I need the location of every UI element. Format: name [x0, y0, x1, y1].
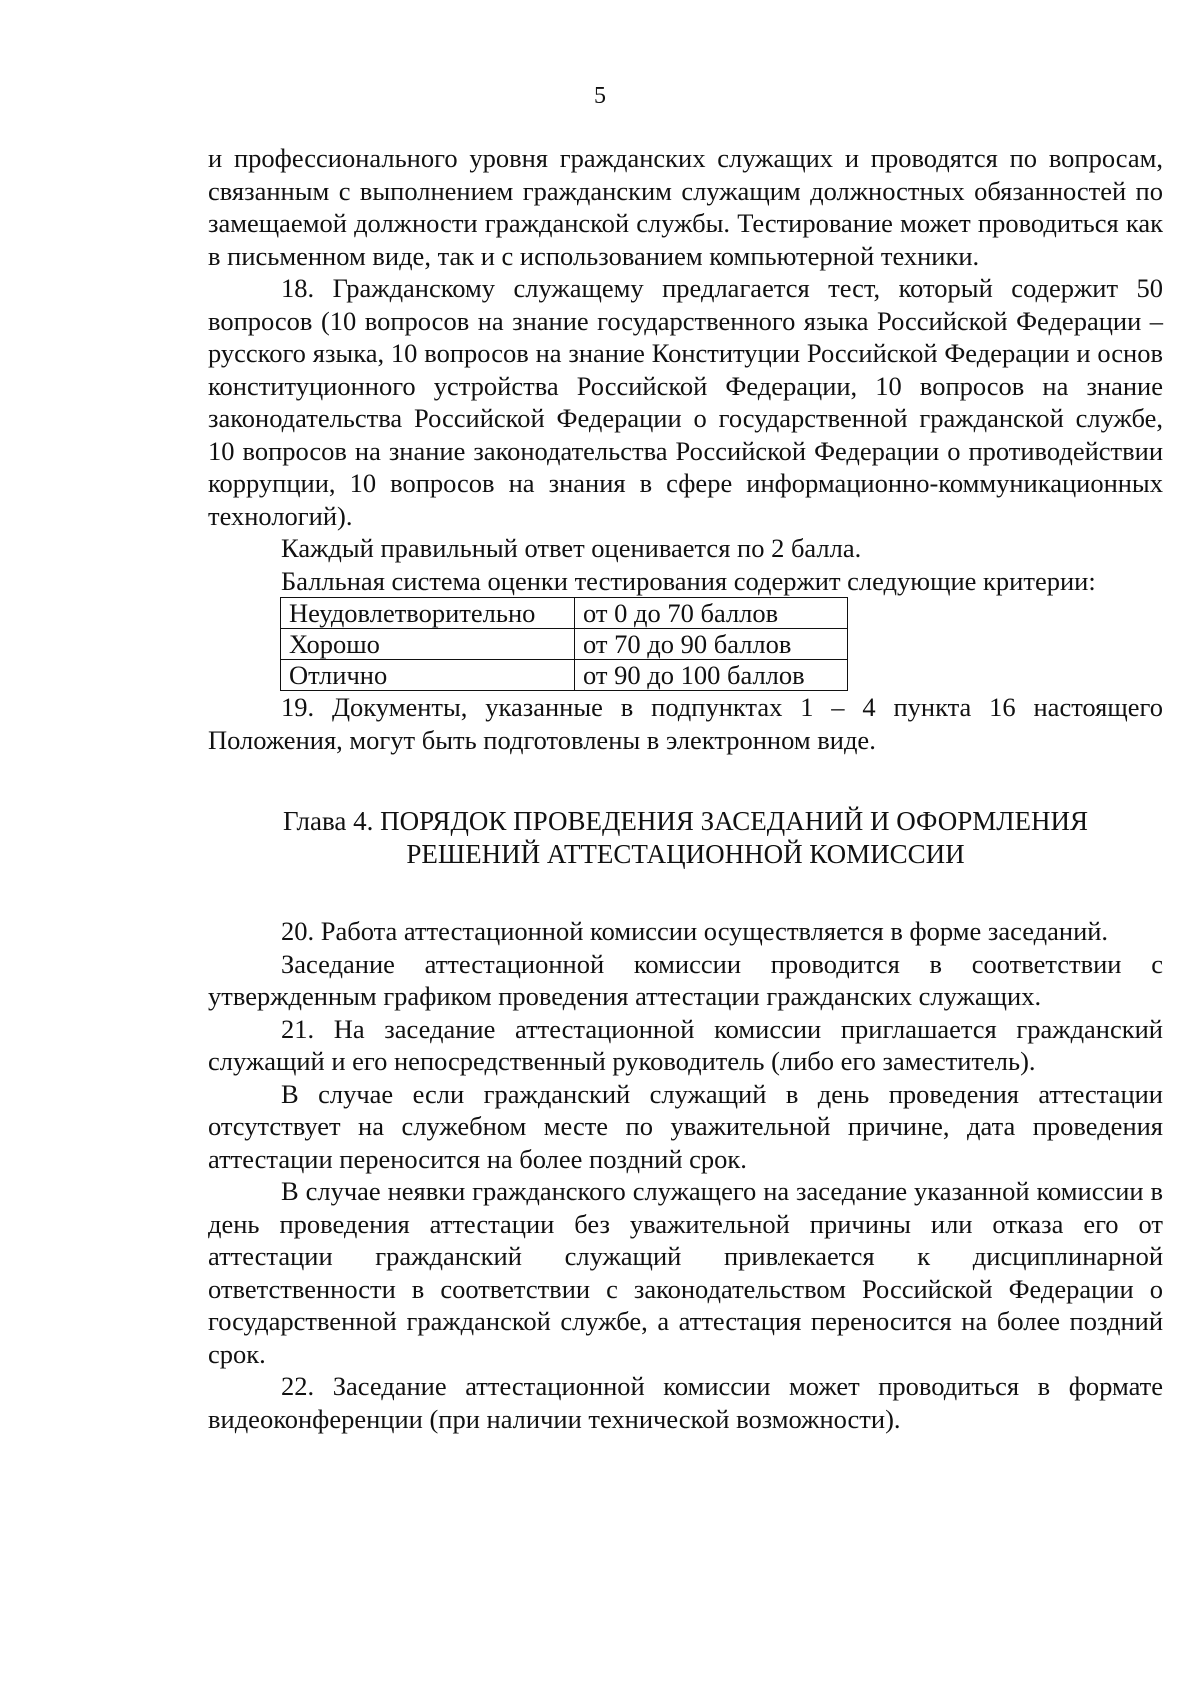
paragraph-20-schedule: Заседание аттестационной комиссии проводится в соответствии с утвержденным графиком проведения аттестации гражданских служащих.: [208, 948, 1163, 1011]
paragraph-scoring-criteria: Балльная система оценки тестирования содержит следующие критерии:: [281, 565, 1096, 596]
table-cell-grade: Отлично: [281, 660, 575, 691]
paragraph-21-no-show: В случае неявки гражданского служащего на заседание указанной комиссии в день проведения аттестации без уважительной причины или отказа его от аттестации гражданский служащий привлекается к дисциплинарной ответственности в соответствии с законодательством Российской Федерации о государственной гражданской службе, а аттестация переносится на более поздний срок.: [208, 1176, 1163, 1369]
paragraph-22: 22. Заседание аттестационной комиссии может проводиться в формате видеоконференции (при наличии технической возможности).: [208, 1371, 1163, 1434]
paragraph-21: 21. На заседание аттестационной комиссии приглашается гражданский служащий и его непосредственный руководитель (либо его заместитель).: [208, 1013, 1163, 1076]
table-row: [281, 660, 848, 691]
chapter-heading-line-2: РЕШЕНИЙ АТТЕСТАЦИОННОЙ КОМИССИИ: [406, 839, 965, 869]
paragraph-20: 20. Работа аттестационной комиссии осуществляется в форме заседаний.: [281, 916, 1109, 946]
table-cell-range: от 70 до 90 баллов: [575, 629, 848, 660]
paragraph-17-continuation: и профессионального уровня гражданских служащих и проводятся по вопросам, связанным с выполнением гражданским служащим должностных обязанностей по замещаемой должности гражданской службы. Тестирование может проводиться как в письменном виде, так и с использованием компьютерной техники.: [208, 143, 1163, 271]
paragraph-21-absence: В случае если гражданский служащий в день проведения аттестации отсутствует на служебном месте по уважительной причине, дата проведения аттестации переносится на более поздний срок.: [208, 1078, 1163, 1174]
paragraph-scoring-rule: Каждый правильный ответ оценивается по 2 балла.: [281, 533, 862, 563]
document-body: [208, 142, 1163, 1435]
table-cell-grade: Неудовлетворительно: [281, 598, 575, 629]
chapter-heading-line-1: Глава 4. ПОРЯДОК ПРОВЕДЕНИЯ ЗАСЕДАНИЙ И ОФОРМЛЕНИЯ: [282, 806, 1089, 836]
score-table: [280, 597, 848, 691]
chapter-heading: [208, 805, 1163, 871]
paragraph-19: 19. Документы, указанные в подпунктах 1 – 4 пункта 16 настоящего Положения, могут быть подготовлены в электронном виде.: [208, 692, 1163, 755]
table-row: [281, 629, 848, 660]
table-cell-range: от 90 до 100 баллов: [575, 660, 848, 691]
table-row: [281, 598, 848, 629]
table-cell-range: от 0 до 70 баллов: [575, 598, 848, 629]
page-number: 5: [594, 83, 606, 109]
table-cell-grade: Хорошо: [281, 629, 575, 660]
paragraph-18: 18. Гражданскому служащему предлагается тест, который содержит 50 вопросов (10 вопросов на знание государственного языка Российской Федерации – русского языка, 10 вопросов на знание Конституции Российской Федерации и основ конституционного устройства Российской Федерации, 10 вопросов на знание законодательства Российской Федерации о государственной гражданской службе, 10 вопросов на знание законодательства Российской Федерации о противодействии коррупции, 10 вопросов на знания в сфере информационно-коммуникационных технологий).: [208, 273, 1163, 531]
